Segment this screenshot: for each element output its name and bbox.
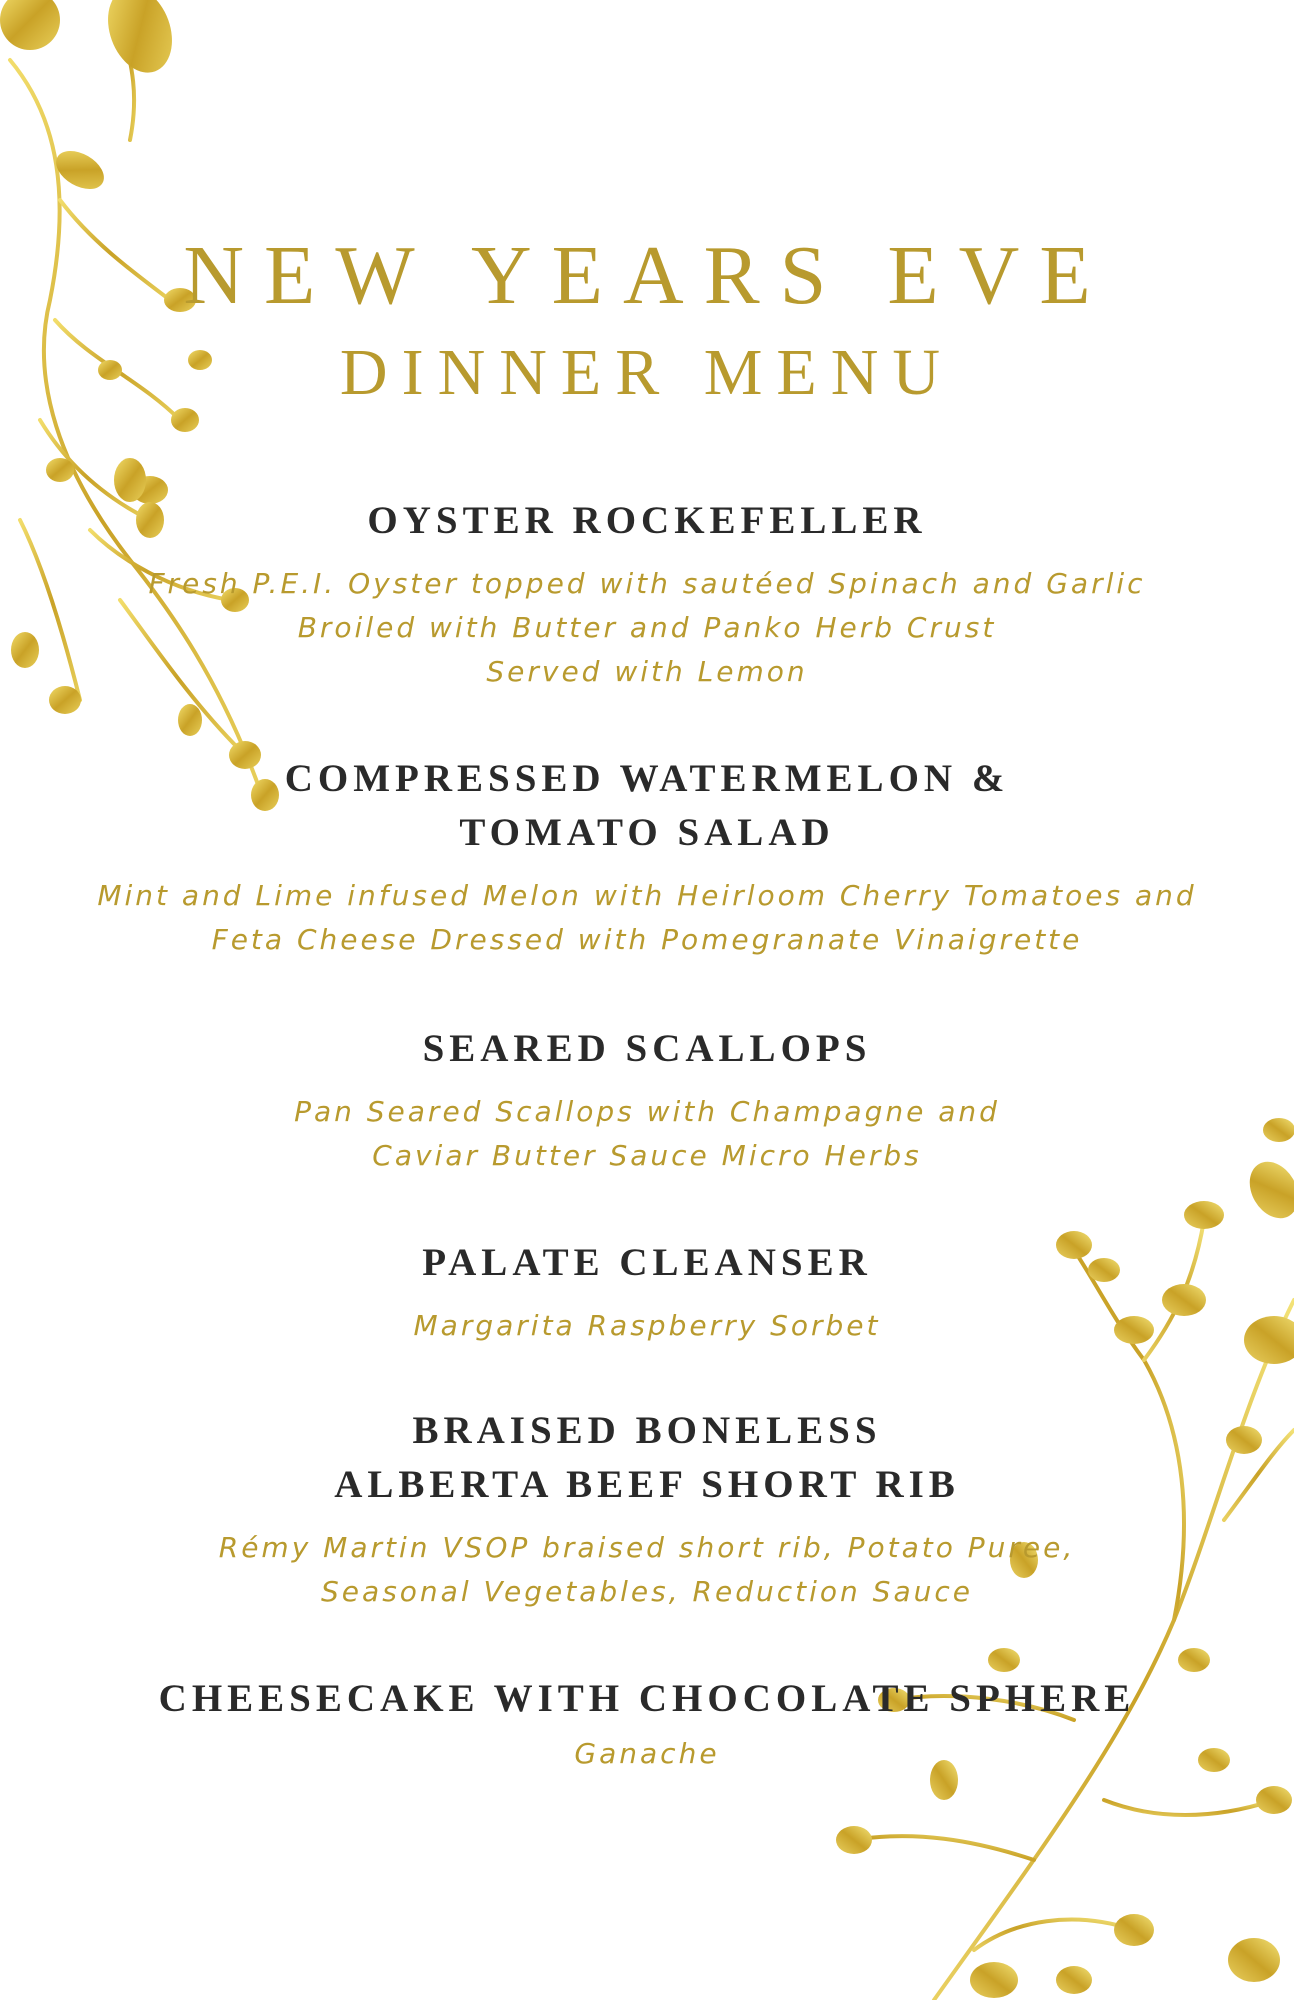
course-description: Margarita Raspberry Sorbet bbox=[413, 1309, 881, 1342]
course-watermelon-tomato-salad bbox=[0, 752, 1294, 962]
menu-subtitle: DINNER MENU bbox=[339, 336, 955, 409]
course-name: PALATE CLEANSER bbox=[422, 1241, 872, 1284]
course-name: BRAISED BONELESS ALBERTA BEEF SHORT RIB bbox=[334, 1409, 960, 1506]
course-palate-cleanser bbox=[0, 1236, 1294, 1348]
course-name: OYSTER ROCKEFELLER bbox=[367, 499, 927, 542]
course-cheesecake bbox=[0, 1672, 1294, 1776]
course-name: COMPRESSED WATERMELON & TOMATO SALAD bbox=[284, 757, 1010, 854]
course-description: Pan Seared Scallops with Champagne and Caviar Butter Sauce Micro Herbs bbox=[294, 1095, 1000, 1172]
course-description: Rémy Martin VSOP braised short rib, Potato Puree, Seasonal Vegetables, Reduction Sauce bbox=[218, 1531, 1076, 1608]
course-description: Fresh P.E.I. Oyster topped with sautéed Spinach and Garlic Broiled with Butter and Panko Herb Crust Served with Lemon bbox=[148, 567, 1146, 688]
floral-branch-top-left bbox=[0, 0, 300, 840]
course-short-rib bbox=[0, 1404, 1294, 1614]
course-oyster-rockefeller bbox=[0, 494, 1294, 694]
course-description: Ganache bbox=[574, 1737, 720, 1770]
course-seared-scallops bbox=[0, 1022, 1294, 1178]
menu-title: NEW YEARS EVE bbox=[183, 229, 1111, 322]
course-name: SEARED SCALLOPS bbox=[422, 1027, 872, 1070]
course-description: Mint and Lime infused Melon with Heirloom Cherry Tomatoes and Feta Cheese Dressed with Pomegranate Vinaigrette bbox=[97, 879, 1197, 956]
course-name: CHEESECAKE WITH CHOCOLATE SPHERE bbox=[158, 1677, 1136, 1720]
